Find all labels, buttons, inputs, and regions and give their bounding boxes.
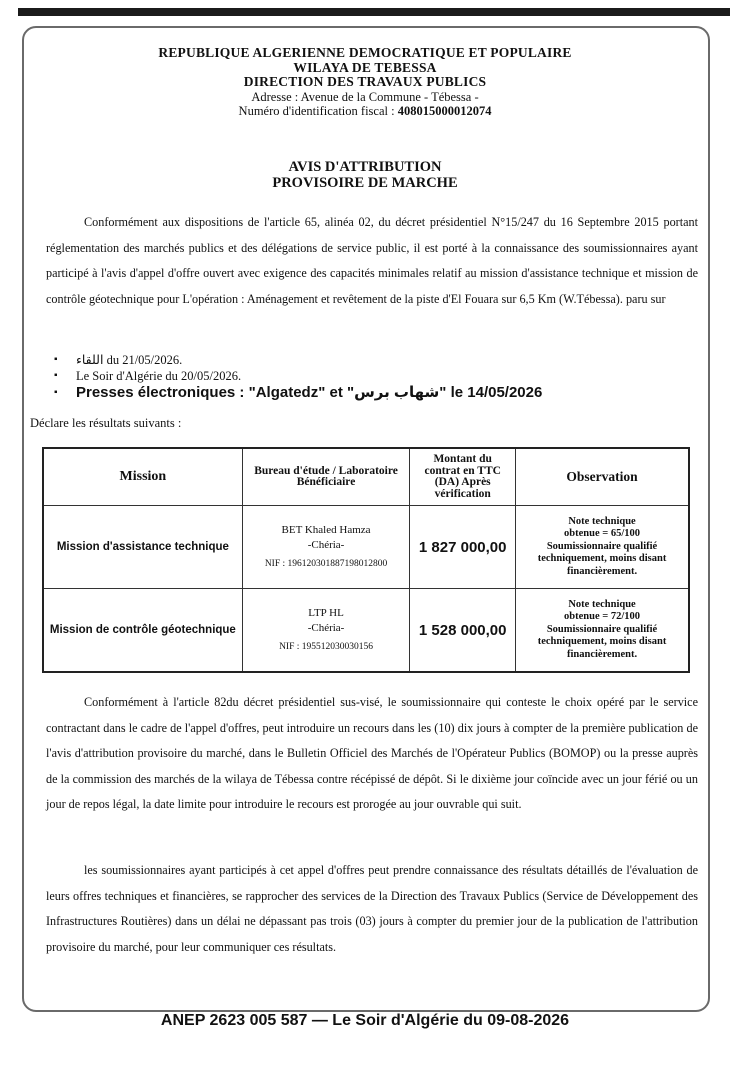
nif-value: 408015000012074	[397, 104, 492, 118]
results-info-paragraph: les soumissionnaires ayant participés à cet appel d'offres peut prendre connaissance des résultats détaillés de l'évaluation de leurs offres techniques et financières, se rapprocher des services de la Direction des Travaux Publics (Service de Développement des Infrastructures Routières) dans un délai ne dépassant pas trois (03) jours à compter du premier jour de la publication de l'attribution provisoire du marché, pour leur communiquer ces résultats.	[46, 863, 698, 954]
obs-line: obtenue = 72/100	[564, 611, 641, 623]
nif-line	[0, 104, 730, 119]
table-row	[43, 506, 689, 589]
obs-line: Note technique	[568, 598, 636, 610]
header-montant: Montant du contrat en TTC (DA) Après vérification	[410, 448, 516, 506]
row-observation	[516, 589, 689, 673]
header-bureau: Bureau d'étude / Laboratoire Bénéficiaire	[242, 448, 410, 506]
obs-line: Soumissionnaire qualifié techniquement, moins disant financièrement.	[537, 540, 667, 577]
nif-label: Numéro d'identification fiscal :	[238, 104, 398, 118]
declare-results: Déclare les résultats suivants :	[30, 416, 182, 430]
source-item: ▪ Le Soir d'Algérie du 20/05/2026.	[54, 368, 542, 384]
notice-title	[0, 159, 730, 191]
source-item: ▪ Presses électroniques : "Algatedz" et "شهاب برس" le 14/05/2026	[54, 384, 542, 402]
row-bureau	[242, 506, 410, 589]
bureau-place: -Chéria-	[307, 621, 345, 634]
bureau-name: BET Khaled Hamza	[281, 523, 371, 536]
obs-line: Note technique	[568, 515, 636, 527]
direction-line: DIRECTION DES TRAVAUX PUBLICS	[243, 74, 487, 89]
top-rule	[18, 8, 730, 16]
obs-line: obtenue = 65/100	[564, 528, 641, 540]
bureau-place: -Chéria-	[307, 538, 345, 551]
row-mission: Mission d'assistance technique	[43, 506, 242, 589]
wilaya-line: WILAYA DE TEBESSA	[293, 59, 437, 75]
publication-sources	[54, 352, 542, 402]
header-mission: Mission	[43, 448, 242, 506]
row-mission: Mission de contrôle géotechnique	[43, 589, 242, 673]
footer-reference: ANEP 2623 005 587 — Le Soir d'Algérie du 09-08-2026	[160, 1012, 570, 1029]
recourse-paragraph: Conformément à l'article 82du décret présidentiel sus-visé, le soumissionnaire qui conteste le choix opéré par le service contractant dans le cadre de l'appel d'offres, peut introduire un recours dans les (10) dix jours à compter de la première publication de l'avis d'attribution provisoire du marché, dans le Bulletin Officiel des Marchés de l'Opérateur Publics (BOMOP) ou la presse auprès de la commission des marchés de la wilaya de Tébessa contre récépissé de dépôt. Si le dixième jour coïncide avec un jour férié ou un jour de repos légal, la date limite pour introduire le recours est prorogée au jour ouvrable qui suit.	[46, 695, 698, 811]
title-line-1: AVIS D'ATTRIBUTION	[288, 159, 442, 175]
results-table	[42, 447, 690, 673]
table-row	[43, 589, 689, 673]
row-amount: 1 528 000,00	[410, 589, 516, 673]
bureau-nif: NIF : 196120301887198012800	[264, 558, 388, 569]
header-observation: Observation	[516, 448, 689, 506]
address-line: Adresse : Avenue de la Commune - Tébessa -	[251, 89, 479, 104]
intro-paragraph: Conformément aux dispositions de l'article 65, alinéa 02, du décret présidentiel N°15/247 du 16 Septembre 2015 portant réglementation des marchés publics et des délégations de service public, il est porté à la connaissance des soumissionnaires ayant participé à l'avis d'appel d'offre ouvert avec exigence des capacités minimales relatif au mission d'assistance technique et mission de contrôle géotechnique pour L'opération : Aménagement et revêtement de la piste d'El Fouara sur 6,5 Km (W.Tébessa). paru sur	[46, 215, 698, 306]
source-item: ▪ اللقاء du 21/05/2026.	[54, 352, 542, 368]
notice-header	[0, 46, 730, 119]
title-line-2: PROVISOIRE DE MARCHE	[272, 175, 458, 191]
row-bureau	[242, 589, 410, 673]
table-header-row	[43, 448, 689, 506]
republic-line: REPUBLIQUE ALGERIENNE DEMOCRATIQUE ET POPULAIRE	[158, 45, 572, 60]
obs-line: Soumissionnaire qualifié techniquement, moins disant financièrement.	[537, 623, 667, 660]
bureau-name: LTP HL	[308, 606, 344, 619]
row-observation	[516, 506, 689, 589]
row-amount: 1 827 000,00	[410, 506, 516, 589]
bureau-nif: NIF : 195512030030156	[279, 641, 374, 652]
